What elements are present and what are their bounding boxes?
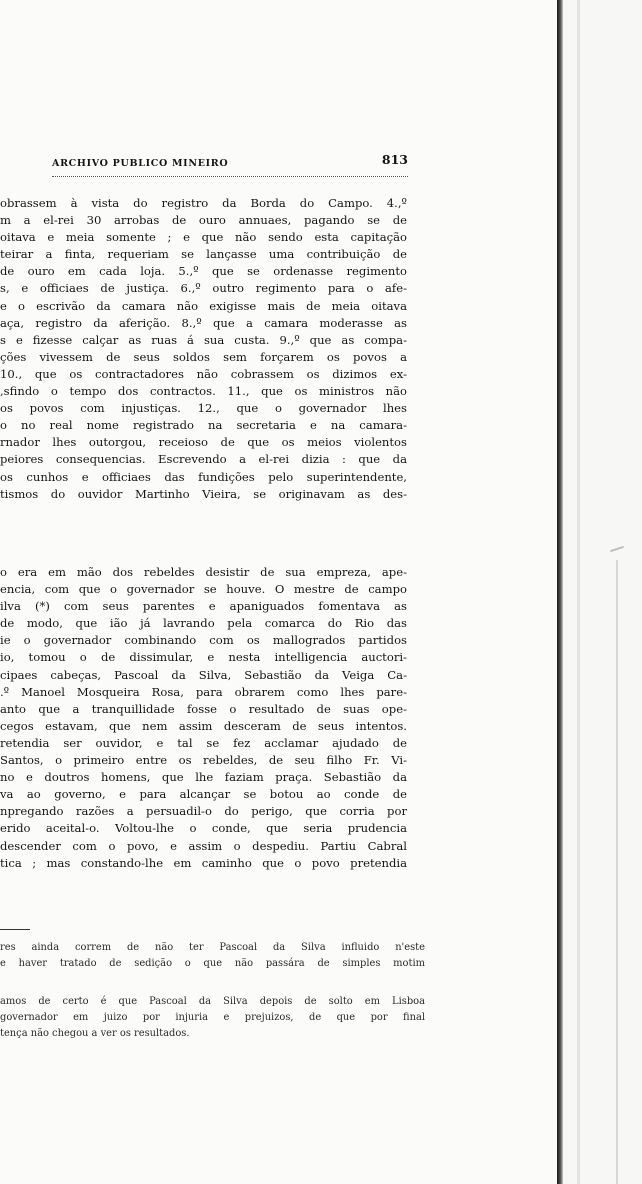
text-line: aça, registro da aferição. 8.,º que a camara moderasse as (0, 315, 407, 330)
text-line: e o escrivão da camara não exigisse mais de meia oitava (0, 298, 407, 313)
text-line: os povos com injustiças. 12., que o governador lhes (0, 401, 407, 416)
page-header (52, 152, 408, 174)
page-spine-shadow (557, 0, 563, 1184)
text-line: Santos, o primeiro entre os rebeldes, de seu filho Fr. Vi- (0, 753, 407, 768)
text-line: npregando razões a persuadil-o do perigo, que corria por (0, 804, 407, 819)
text-line: retendia ser ouvidor, e tal se fez acclamar ajudado de (0, 735, 407, 750)
page-edge (616, 560, 618, 1184)
text-line: teirar a finta, requeriam se lançasse uma contribuição de (0, 247, 407, 262)
text-line: os cunhos e officiaes das fundições pelo superintendente, (0, 469, 407, 484)
text-line: .º Manoel Mosqueira Rosa, para obrarem como lhes pare- (0, 684, 407, 699)
text-line: ilva (*) com seus parentes e apaniguados fomentava as (0, 599, 407, 614)
footnote-line: e haver tratado de sedição o que não passára de simples motim (0, 958, 425, 969)
text-line: tica ; mas constando-lhe em caminho que o povo pretendia (0, 855, 407, 870)
paragraph-2 (0, 564, 407, 872)
text-line: s, e officiaes de justiça. 6.,º outro regimento para o afe- (0, 281, 407, 296)
text-line: cegos estavam, que nem assim desceram de seus intentos. (0, 718, 407, 733)
header-rule (52, 176, 408, 177)
footnote-line: governador em juizo por injuria e prejuizos, de que por final (0, 1012, 425, 1023)
text-line: ie o governador combinando com os mallogrados partidos (0, 633, 407, 648)
text-line: o era em mão dos rebeldes desistir de sua empreza, ape- (0, 565, 407, 579)
text-line: io, tomou o de dissimular, e nesta intelligencia auctori- (0, 650, 407, 665)
book-gutter (557, 0, 642, 1184)
paragraph-1 (0, 195, 407, 503)
text-line: s e fizesse calçar as ruas á sua custa. 9.,º que as compa- (0, 332, 407, 347)
text-line: peiores consequencias. Escrevendo a el-rei dizia : que da (0, 452, 407, 467)
footnote-line: res ainda correm de não ter Pascoal da Silva influido n'este (0, 942, 425, 953)
text-line: no e doutros homens, que lhe faziam praça. Sebastião da (0, 770, 407, 785)
footnote-line: tença não chegou a ver os resultados. (0, 1028, 190, 1039)
text-line: anto que a tranquillidade fosse o resultado de suas ope- (0, 701, 407, 716)
footnote-rule (0, 929, 30, 930)
footnote-line: amos de certo é que Pascoal da Silva depois de solto em Lisboa (0, 996, 425, 1007)
text-line: 10., que os contractadores não cobrassem os dizimos ex- (0, 366, 407, 381)
footnote-1 (0, 940, 425, 972)
text-line: m a el-rei 30 arrobas de ouro annuaes, pagando se de (0, 213, 407, 228)
text-line: obrassem à vista do registro da Borda do Campo. 4.,º (0, 196, 407, 210)
text-line: erido aceital-o. Voltou-lhe o conde, que seria prudencia (0, 821, 407, 836)
text-line: de ouro em cada loja. 5.,º que se ordenasse regimento (0, 264, 407, 279)
text-line: de modo, que ião já lavrando pela comarca do Rio das (0, 616, 407, 631)
text-line: descender com o povo, e assim o despediu. Partiu Cabral (0, 838, 407, 853)
text-line: ções vivessem de seus soldos sem forçarem os povos a (0, 349, 407, 364)
text-line: cipaes cabeças, Pascoal da Silva, Sebastião da Veiga Ca- (0, 667, 407, 682)
scan-mark (610, 546, 624, 552)
text-line: o no real nome registrado na secretaria e na camara- (0, 418, 407, 433)
text-line: rnador lhes outorgou, receioso de que os meios violentos (0, 435, 407, 450)
text-line: va ao governo, e para alcançar se botou ao conde de (0, 787, 407, 802)
footnote-2 (0, 994, 425, 1042)
text-line: encia, com que o governador se houve. O mestre de campo (0, 582, 407, 597)
text-line: oitava e meia somente ; e que não sendo esta capitação (0, 230, 407, 245)
page-edge (577, 0, 580, 1184)
running-title: ARCHIVO PUBLICO MINEIRO (52, 158, 229, 169)
text-line: ,sfindo o tempo dos contractos. 11., que os ministros não (0, 384, 407, 399)
page-number: 813 (381, 152, 408, 167)
text-line: tismos do ouvidor Martinho Vieira, se originavam as des- (0, 486, 407, 501)
